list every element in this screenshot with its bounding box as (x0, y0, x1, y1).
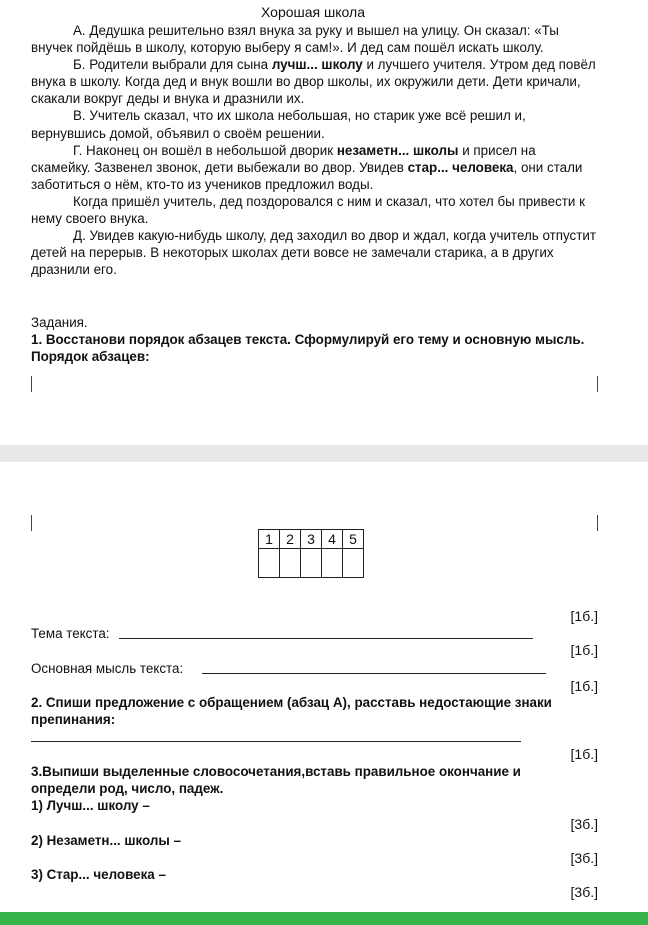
question-1-sub: Порядок абзацев: (31, 349, 150, 364)
story-text (31, 22, 596, 278)
points-label: [1б.] (570, 642, 598, 658)
paragraph-d-part2: и присел на скамейку. Зазвенел звонок, дети выбежали во двор. Увидев (31, 142, 536, 175)
question-3-item-2: 2) Незаметн... школы – (31, 833, 182, 848)
order-answer-cell[interactable] (280, 549, 301, 578)
order-number: 4 (322, 530, 343, 549)
paragraph-e: Когда пришёл учитель, дед поздоровался с ним и сказал, что хотел бы привести к нему своего внука. (31, 193, 585, 227)
text-cursor-marker (31, 376, 32, 392)
tasks-heading: Задания. (31, 315, 88, 330)
order-number: 1 (259, 530, 280, 549)
order-number: 3 (301, 530, 322, 549)
question-1: 1. Восстанови порядок абзацев текста. Сформулируй его тему и основную мысль. (31, 332, 585, 347)
question-2: 2. Спиши предложение с обращением (абзац А), расставь недостающие знаки препинания: (31, 695, 552, 727)
theme-answer-line[interactable] (119, 638, 533, 639)
question-3-item-3: 3) Стар... человека – (31, 867, 166, 882)
paragraph-c: В. Учитель сказал, что их школа небольшая, но старик уже всё решил и, вернувшись домой, объявил о своём решении. (31, 108, 526, 141)
order-table (258, 529, 364, 578)
paragraph-d (31, 142, 596, 193)
page-title: Хорошая школа (261, 4, 365, 20)
paragraph-b (31, 56, 596, 107)
text-cursor-marker (31, 515, 32, 531)
order-number: 5 (343, 530, 364, 549)
paragraph-b-part1: Б. Родители выбрали для сына (73, 57, 272, 73)
order-answer-cell[interactable] (343, 549, 364, 578)
theme-label: Тема текста: (31, 626, 110, 641)
question-3-item-1: 1) Лучш... школу – (31, 798, 150, 813)
highlight-phrase-2: незаметн... школы (336, 142, 459, 158)
order-answer-row (259, 549, 364, 578)
question-3: 3.Выпиши выделенные словосочетания,вставь правильное окончание и определи род, число, падеж. (31, 764, 521, 796)
page-separator (0, 445, 648, 462)
order-header-row (259, 530, 364, 549)
order-answer-cell[interactable] (322, 549, 343, 578)
tasks-section (31, 314, 611, 365)
paragraph-d-part3: , они стали заботиться о нём, кто-то из учеников предложил воды. (31, 159, 583, 192)
points-label: [3б.] (570, 884, 598, 900)
points-label: [1б.] (570, 608, 598, 624)
paragraph-b-part2: и лучшего учителя. Утром дед повёл внука в школу. Когда дед и внук вошли во двор школы, их окружили дети. Дети кричали, скакали вокруг деды и внука и дразнили их. (31, 57, 596, 107)
order-answer-cell[interactable] (259, 549, 280, 578)
order-number: 2 (280, 530, 301, 549)
question-2-answer-line[interactable] (31, 741, 521, 742)
bottom-green-bar (0, 912, 648, 925)
text-cursor-marker (597, 376, 598, 392)
paragraph-d-part1: Г. Наконец он вошёл в небольшой дворик (73, 142, 337, 158)
order-answer-cell[interactable] (301, 549, 322, 578)
text-cursor-marker (597, 515, 598, 531)
main-idea-label: Основная мысль текста: (31, 661, 184, 676)
main-idea-answer-line[interactable] (202, 673, 546, 674)
points-label: [1б.] (570, 678, 598, 694)
paragraph-a: А. Дедушка решительно взял внука за руку и вышел на улицу. Он сказал: «Ты внучек пойдёшь в школу, которую выберу я сам!». И дед сам пошёл искать школу. (31, 23, 559, 56)
points-label: [3б.] (570, 850, 598, 866)
points-label: [1б.] (570, 746, 598, 762)
paragraph-f: Д. Увидев какую-нибудь школу, дед заходил во двор и ждал, когда учитель отпустит детей на перерыв. В некоторых школах дети вовсе не замечали старика, а в других дразнили его. (31, 228, 596, 278)
highlight-phrase-1: лучш... школу (271, 57, 363, 73)
points-label: [3б.] (570, 816, 598, 832)
highlight-phrase-3: стар... человека (407, 159, 514, 175)
